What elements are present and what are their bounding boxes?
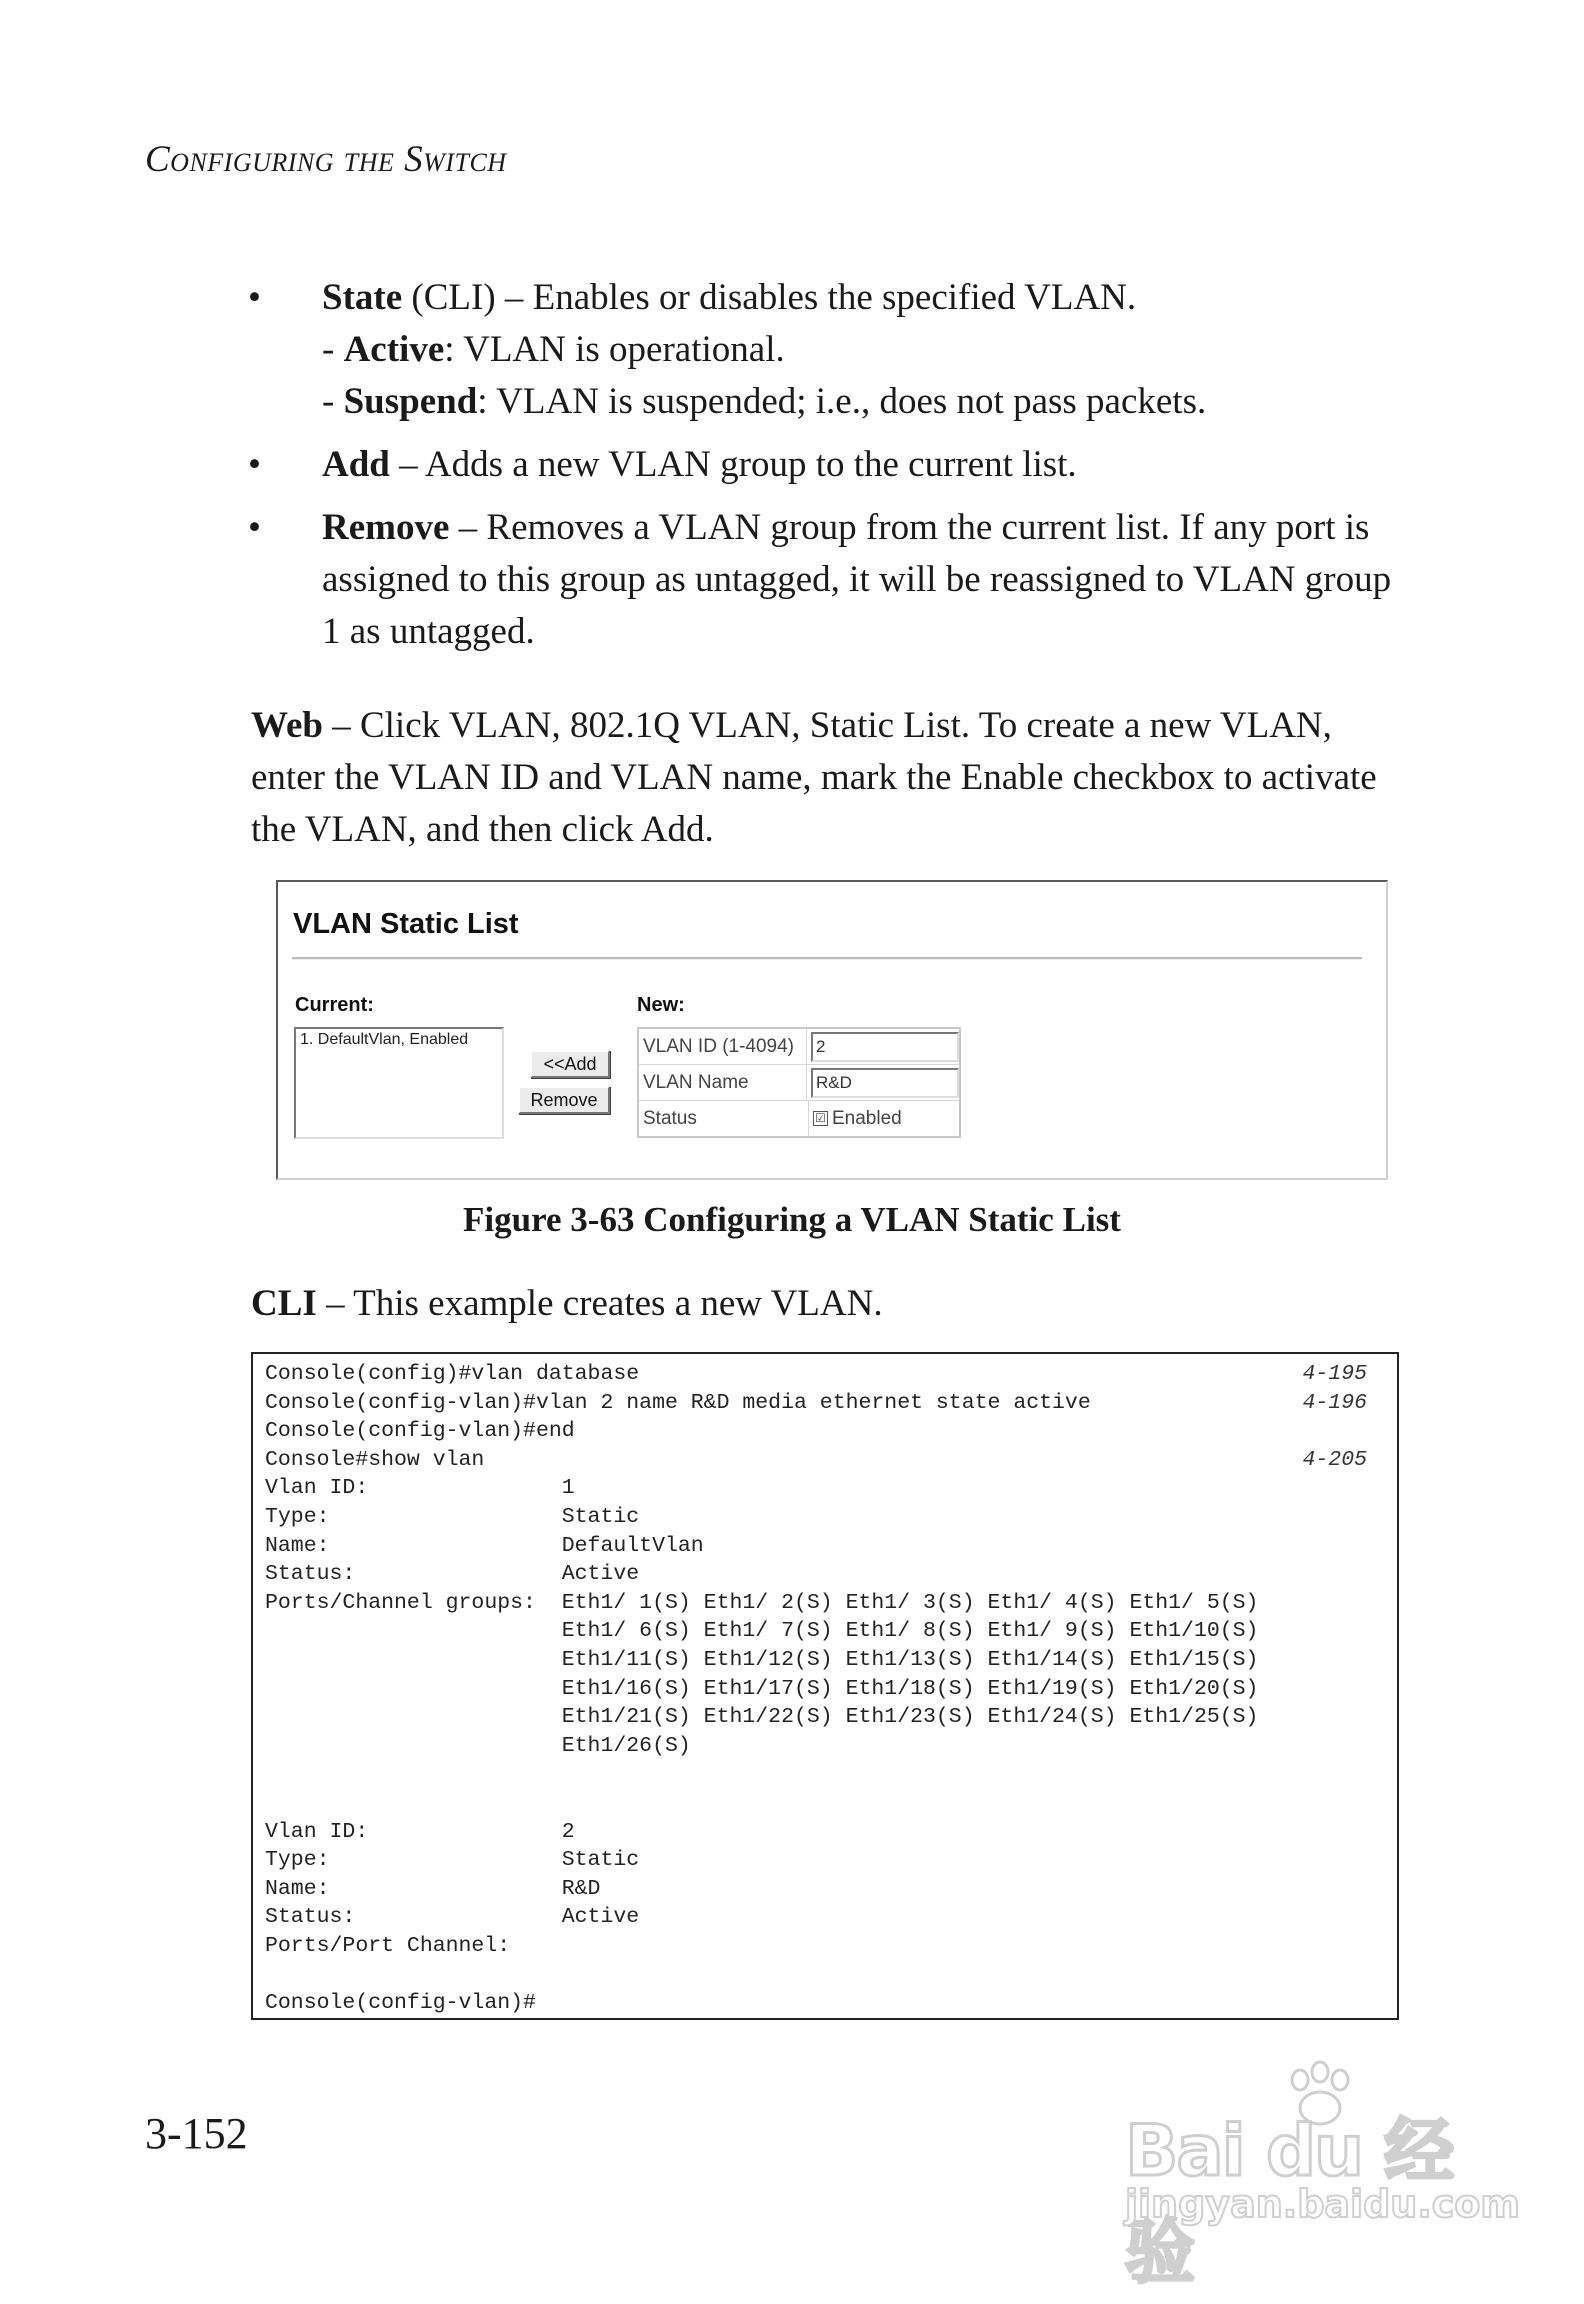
code-line bbox=[265, 1818, 1385, 1847]
add-button[interactable]: <<Add bbox=[530, 1050, 610, 1078]
current-vlan-listbox[interactable] bbox=[294, 1027, 504, 1139]
code-text: Name: R&D bbox=[265, 1876, 601, 1901]
status-label: Status bbox=[639, 1101, 809, 1136]
code-line bbox=[265, 1503, 1385, 1532]
code-line bbox=[265, 1875, 1385, 1904]
code-text: Status: Active bbox=[265, 1562, 640, 1587]
figure-caption: Figure 3-63 Configuring a VLAN Static List bbox=[463, 1200, 1121, 1239]
command-reference: 4-205 bbox=[1302, 1447, 1367, 1472]
code-text: Ports/Port Channel: bbox=[265, 1933, 511, 1958]
code-text: Status: Active bbox=[265, 1905, 640, 1930]
sub-item-suspend: - Suspend: VLAN is suspended; i.e., does not pass packets. bbox=[322, 381, 1207, 422]
code-line bbox=[265, 1389, 1385, 1418]
code-text: Name: DefaultVlan bbox=[265, 1533, 704, 1558]
cli-intro bbox=[251, 1282, 883, 1325]
code-line bbox=[265, 1617, 1385, 1646]
enabled-checkbox[interactable]: ☑ bbox=[813, 1111, 828, 1126]
code-line bbox=[265, 1675, 1385, 1704]
vlan-name-input[interactable]: R&D bbox=[811, 1068, 959, 1098]
vlan-id-row bbox=[639, 1029, 959, 1065]
code-text: Console(config-vlan)# bbox=[265, 1991, 536, 2016]
code-text: Type: Static bbox=[265, 1848, 640, 1873]
current-label: Current: bbox=[295, 994, 374, 1016]
code-text: Eth1/21(S) Eth1/22(S) Eth1/23(S) Eth1/24(S) Eth1/25(S) bbox=[265, 1705, 1259, 1730]
code-line bbox=[265, 1903, 1385, 1932]
code-text: Eth1/16(S) Eth1/17(S) Eth1/18(S) Eth1/19(S) Eth1/20(S) bbox=[265, 1676, 1259, 1701]
vlan-id-label: VLAN ID (1-4094) bbox=[639, 1029, 807, 1064]
vlan-static-list-screenshot bbox=[276, 880, 1388, 1180]
code-text: Eth1/26(S) bbox=[265, 1733, 691, 1758]
bullet-text: (CLI) – Enables or disables the specified VLAN. bbox=[402, 277, 1137, 318]
bullet-marker: • bbox=[248, 507, 261, 548]
code-text: Type: Static bbox=[265, 1504, 640, 1529]
cli-code-block bbox=[251, 1352, 1399, 2020]
code-line bbox=[265, 1732, 1385, 1761]
bullet-marker: • bbox=[248, 444, 261, 485]
bullet-add bbox=[248, 439, 1408, 491]
web-instructions bbox=[251, 700, 1401, 856]
bullet-list bbox=[248, 272, 1408, 669]
code-text: Console(config-vlan)#vlan 2 name R&D media ethernet state active bbox=[265, 1390, 1091, 1415]
code-line bbox=[265, 1760, 1385, 1789]
page-number: 3-152 bbox=[145, 2109, 248, 2158]
running-header: Configuring the Switch bbox=[145, 139, 507, 180]
remove-button[interactable]: Remove bbox=[518, 1086, 610, 1114]
code-text: Ports/Channel groups: Eth1/ 1(S) Eth1/ 2(S) Eth1/ 3(S) Eth1/ 4(S) Eth1/ 5(S) bbox=[265, 1590, 1259, 1615]
sub-item-active: - Active: VLAN is operational. bbox=[322, 329, 785, 370]
code-line bbox=[265, 1703, 1385, 1732]
baidu-watermark bbox=[1120, 2060, 1520, 2293]
code-line bbox=[265, 1960, 1385, 1989]
list-item[interactable]: 1. DefaultVlan, Enabled bbox=[300, 1031, 469, 1048]
code-text: Eth1/ 6(S) Eth1/ 7(S) Eth1/ 8(S) Eth1/ 9(S) Eth1/10(S) bbox=[265, 1619, 1259, 1644]
command-reference: 4-196 bbox=[1302, 1390, 1367, 1415]
bullet-term: State bbox=[322, 277, 403, 318]
code-line bbox=[265, 1789, 1385, 1818]
new-label: New: bbox=[637, 994, 685, 1016]
code-line bbox=[265, 1417, 1385, 1446]
bullet-term: Remove bbox=[322, 507, 450, 548]
code-line bbox=[265, 1560, 1385, 1589]
cli-term: CLI bbox=[251, 1283, 317, 1324]
bullet-state bbox=[248, 272, 1408, 428]
bullet-remove bbox=[248, 502, 1408, 658]
vlan-id-input[interactable]: 2 bbox=[811, 1032, 959, 1062]
watermark-url: jingyan.baidu.com bbox=[1125, 2182, 1520, 2226]
code-text: Vlan ID: 1 bbox=[265, 1476, 575, 1501]
code-line bbox=[265, 1446, 1385, 1475]
code-text: Console#show vlan bbox=[265, 1447, 485, 1472]
code-text: Eth1/11(S) Eth1/12(S) Eth1/13(S) Eth1/14(S) Eth1/15(S) bbox=[265, 1647, 1259, 1672]
code-line bbox=[265, 1360, 1385, 1389]
code-line bbox=[265, 1474, 1385, 1503]
cli-text: – This example creates a new VLAN. bbox=[316, 1283, 883, 1324]
enabled-checkbox-label: Enabled bbox=[832, 1107, 902, 1129]
web-term: Web bbox=[251, 705, 323, 746]
code-line bbox=[265, 1846, 1385, 1875]
code-line bbox=[265, 1646, 1385, 1675]
new-vlan-form bbox=[637, 1027, 961, 1138]
bullet-term: Add bbox=[322, 444, 390, 485]
watermark-logo: Bai du 经验 bbox=[1125, 2110, 1453, 2293]
code-text: Console(config)#vlan database bbox=[265, 1362, 640, 1386]
code-text: Console(config-vlan)#end bbox=[265, 1419, 575, 1444]
code-line bbox=[265, 1589, 1385, 1618]
bullet-text: – Removes a VLAN group from the current list. If any port is assigned to this group as untagged, it will be reassigned to VLAN group 1 as untagged. bbox=[322, 507, 1392, 652]
status-row bbox=[639, 1101, 959, 1136]
screenshot-title: VLAN Static List bbox=[293, 908, 519, 940]
code-line bbox=[265, 1532, 1385, 1561]
bullet-marker: • bbox=[248, 277, 261, 318]
vlan-name-row bbox=[639, 1065, 959, 1101]
web-text: – Click VLAN, 802.1Q VLAN, Static List. To create a new VLAN, enter the VLAN ID and VLAN name, mark the Enable checkbox to activate the VLAN, and then click Add. bbox=[251, 705, 1377, 850]
title-divider bbox=[292, 957, 1362, 960]
code-line bbox=[265, 1989, 1385, 2018]
vlan-name-label: VLAN Name bbox=[639, 1065, 807, 1100]
bullet-text: – Adds a new VLAN group to the current list. bbox=[389, 444, 1077, 485]
code-line bbox=[265, 1932, 1385, 1961]
command-reference: 4-195 bbox=[1302, 1362, 1367, 1386]
code-text: Vlan ID: 2 bbox=[265, 1819, 575, 1844]
